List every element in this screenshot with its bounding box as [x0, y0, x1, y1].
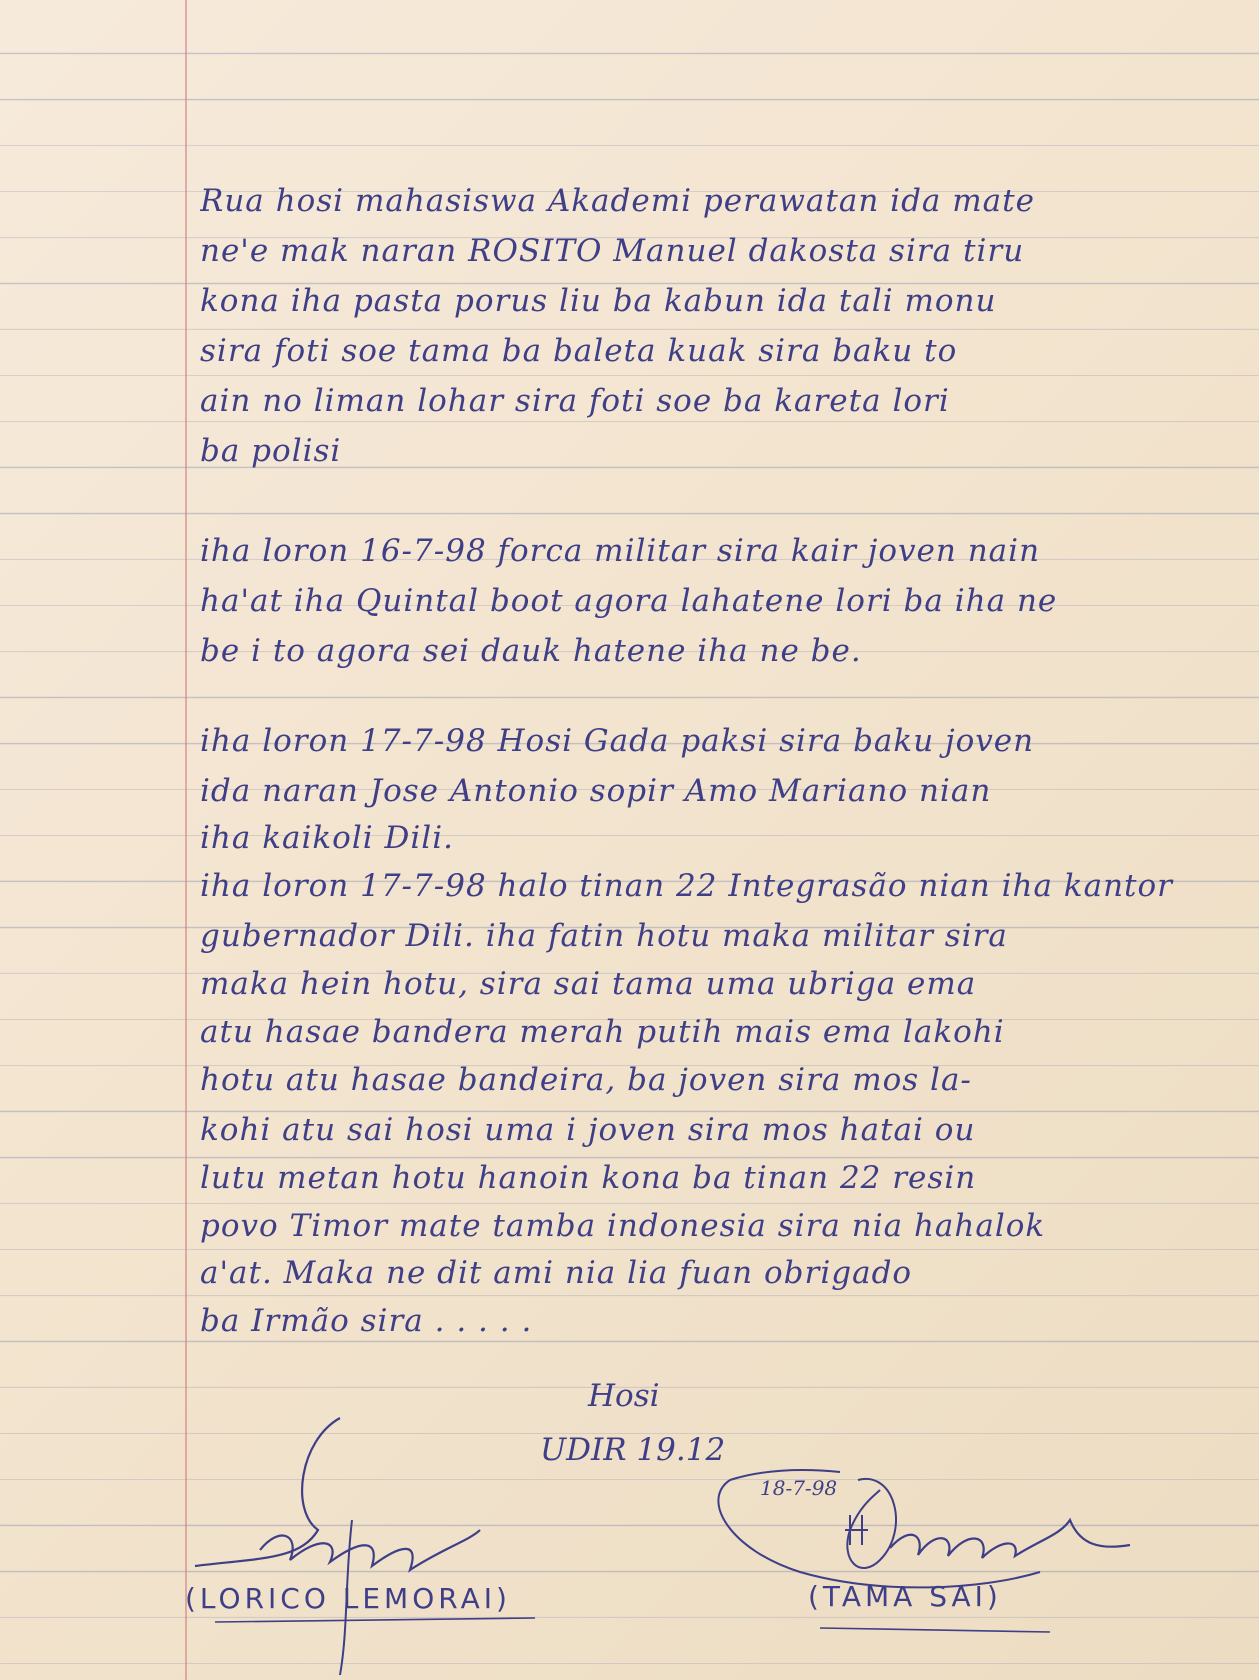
- letter-line: lutu metan hotu hanoin kona ba tinan 22 resin: [200, 1160, 977, 1196]
- letter-line: maka hein hotu, sira sai tama uma ubriga ema: [200, 966, 977, 1002]
- letter-line: iha loron 17-7-98 halo tinan 22 Integrasão nian iha kantor: [200, 868, 1173, 904]
- letter-line: iha loron 16-7-98 forca militar sira kair joven nain: [200, 533, 1041, 569]
- date-line: UDIR 19.12: [540, 1432, 726, 1468]
- right-signature-loop: [847, 1479, 896, 1568]
- letter-line: be i to agora sei dauk hatene iha ne be.: [200, 633, 862, 669]
- left-signature-scrawl: [260, 1530, 480, 1570]
- right-signature-underline: [820, 1628, 1050, 1632]
- letter-line: Rua hosi mahasiswa Akademi perawatan ida mate: [200, 183, 1035, 219]
- right-signatory-name: (TAMA SAI): [808, 1580, 1002, 1613]
- letter-line: ba polisi: [200, 433, 342, 469]
- right-signature-scrawl: [890, 1520, 1130, 1558]
- letter-line: hotu atu hasae bandeira, ba joven sira mos la-: [200, 1062, 972, 1098]
- letter-line: sira foti soe tama ba baleta kuak sira baku to: [200, 333, 958, 369]
- stamp-date: 18-7-98: [760, 1476, 838, 1500]
- letter-line: ba Irmão sira . . . . .: [200, 1303, 533, 1339]
- from-label: Hosi: [588, 1378, 660, 1414]
- letter-line: kona iha pasta porus liu ba kabun ida tali monu: [200, 283, 997, 319]
- letter-line: iha kaikoli Dili.: [200, 820, 454, 856]
- left-signatory-name: (LORICO LEMORAI): [185, 1582, 511, 1615]
- letter-line: gubernador Dili. iha fatin hotu maka militar sira: [200, 918, 1008, 954]
- letter-line: atu hasae bandera merah putih mais ema lakohi: [200, 1014, 1005, 1050]
- left-signature-underline: [215, 1618, 535, 1622]
- letter-line: iha loron 17-7-98 Hosi Gada paksi sira baku joven: [200, 723, 1035, 759]
- letter-line: ida naran Jose Antonio sopir Amo Mariano nian: [200, 773, 992, 809]
- letter-line: ain no liman lohar sira foti soe ba kareta lori: [200, 383, 950, 419]
- letter-line: povo Timor mate tamba indonesia sira nia hahalok: [200, 1208, 1046, 1244]
- letter-line: kohi atu sai hosi uma i joven sira mos hatai ou: [200, 1112, 976, 1148]
- letter-line: ha'at iha Quintal boot agora lahatene lori ba iha ne: [200, 583, 1058, 619]
- letter-line: ne'e mak naran ROSITO Manuel dakosta sira tiru: [200, 233, 1025, 269]
- letter-line: a'at. Maka ne dit ami nia lia fuan obrigado: [200, 1255, 913, 1291]
